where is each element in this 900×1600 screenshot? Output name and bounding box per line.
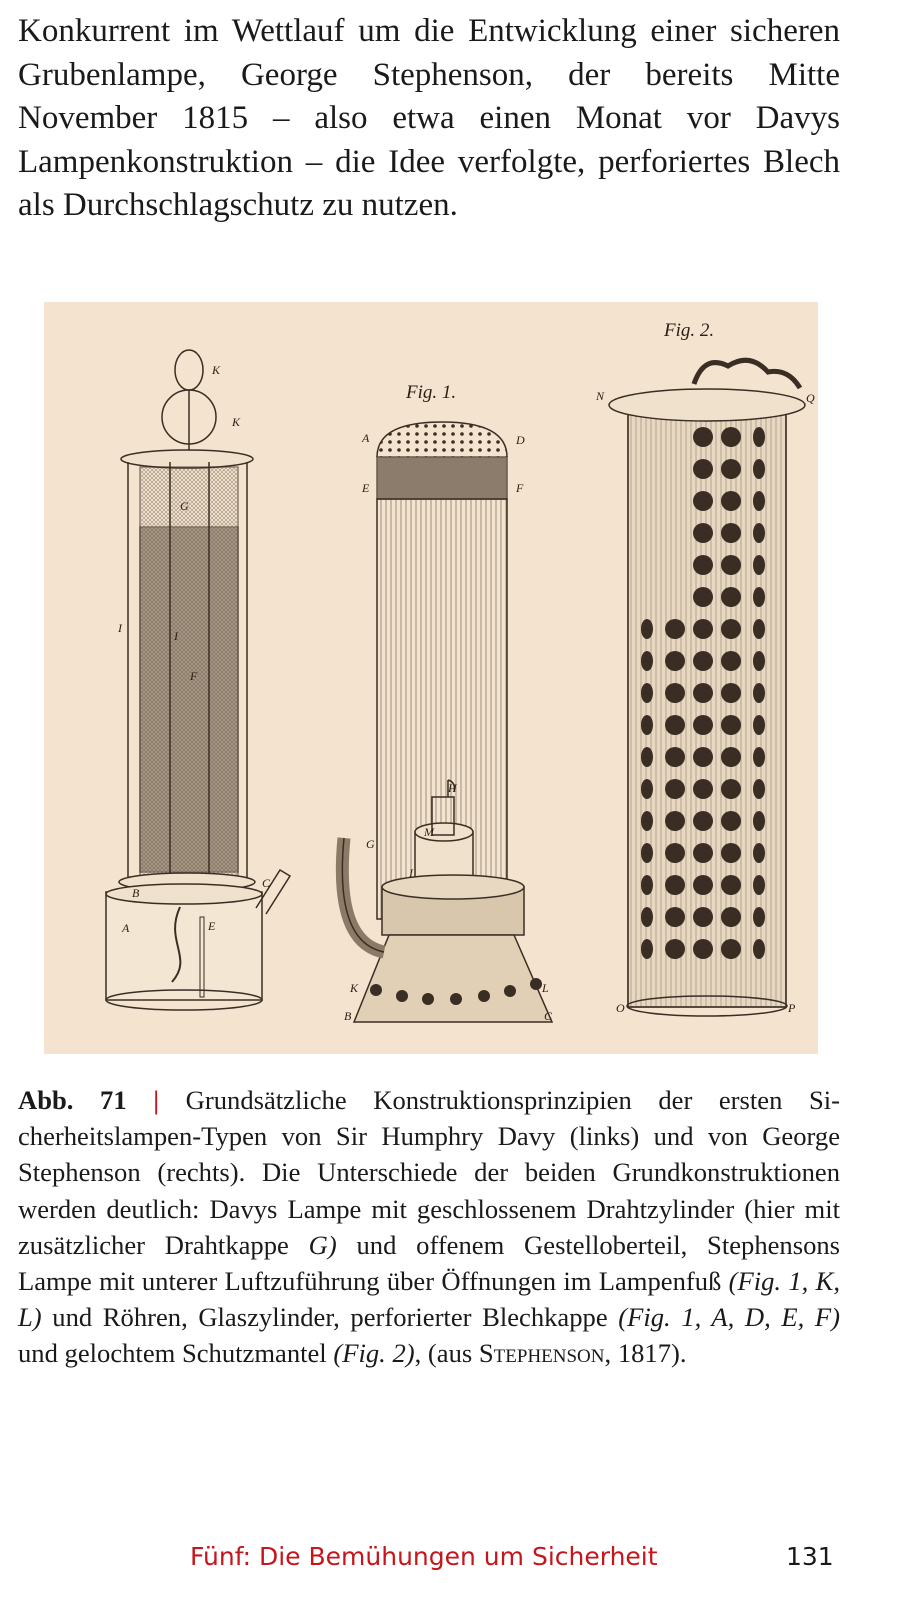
perforation-hole (641, 619, 653, 639)
caption-ref: G) (308, 1229, 337, 1260)
letter-E: E (362, 481, 370, 495)
perforation-hole (665, 779, 685, 799)
perforation-hole (753, 747, 765, 767)
perforation-hole (721, 875, 741, 895)
caption-label: Abb. 71 (18, 1085, 127, 1115)
perforation-hole (693, 619, 713, 639)
letter-F: F (190, 669, 198, 683)
caption-ref: (Fig. 1, A, D, E, F) (618, 1302, 840, 1333)
perforation-hole (693, 587, 713, 607)
letter-I: I (118, 621, 122, 635)
caption-separator: | (153, 1085, 160, 1115)
letter-B: B (344, 1009, 352, 1023)
perforation-hole (721, 715, 741, 735)
letter-I: I (409, 866, 413, 880)
perforation-hole (753, 651, 765, 671)
perforation-hole (693, 715, 713, 735)
letter-M: M (424, 825, 434, 839)
perforation-hole (641, 779, 653, 799)
perforation-hole (641, 875, 653, 895)
letter-A: A (362, 431, 370, 445)
perforation-hole (665, 875, 685, 895)
perforation-hole (693, 843, 713, 863)
caption-author: Stephenson (478, 1338, 605, 1369)
letter-A: A (122, 921, 130, 935)
perforation-hole (693, 747, 713, 767)
caption-text: Grundsätzliche Konstruktionsprinzipien der ersten Sicherheitslampen-Typen von Sir Humphry Davy (links) und von George Stephenson (rechts). Die Unterschiede der beiden Grundkonstruktionen werden deutlich: Davys Lampe mit geschlossenem Drahtzylinder (hier mit zusätzlicher Drahtkappe (18, 1085, 840, 1260)
perforation-hole (641, 683, 653, 703)
perforation-hole (641, 747, 653, 767)
fig2-label: Fig. 2. (664, 320, 715, 341)
perforation-hole (753, 491, 765, 511)
caption-text: und offenem Gestelloberteil, Stephensons Lampe mit unterer Luftzuführung über Öffnungen im Lampenfuß (18, 1229, 841, 1297)
perforation-hole (721, 683, 741, 703)
letter-F: F (516, 481, 524, 495)
perforation-hole (693, 427, 713, 447)
caption-text: und gelochtem Schutzmantel (18, 1338, 327, 1369)
stephenson-lamp-fig1 (342, 422, 552, 1022)
perforation-hole (753, 907, 765, 927)
perforation-hole (641, 843, 653, 863)
letter-B: B (132, 886, 140, 900)
perforation-hole (693, 651, 713, 671)
perforation-hole (753, 523, 765, 543)
perforation-hole (753, 427, 765, 447)
perforation-hole (753, 587, 765, 607)
perforation-hole (721, 779, 741, 799)
perforation-hole (753, 939, 765, 959)
perforation-hole (753, 875, 765, 895)
perforation-hole (665, 619, 685, 639)
caption-ref: (Fig. 2) (333, 1338, 415, 1369)
lamp-engraving (44, 302, 818, 1054)
letter-K: K (232, 415, 241, 429)
letter-D: D (516, 433, 525, 447)
caption-text: und Röhren, Glaszylinder, perforierter Blechkappe (52, 1302, 608, 1333)
perforation-hole (721, 555, 741, 575)
perforation-hole (753, 555, 765, 575)
perforation-hole (721, 811, 741, 831)
stephenson-lamp-fig2 (609, 360, 805, 1016)
chapter-title: Fünf: Die Bemühungen um Sicherheit (190, 1542, 658, 1571)
perforation-hole (721, 939, 741, 959)
perforation-hole (693, 491, 713, 511)
perforation-hole (693, 459, 713, 479)
perforation-hole (721, 619, 741, 639)
perforation-hole (641, 939, 653, 959)
perforation-hole (721, 459, 741, 479)
perforation-hole (721, 907, 741, 927)
caption-ref: (Fig. 1, K, L) (18, 1266, 840, 1333)
letter-H: H (448, 781, 457, 795)
letter-K: K (350, 981, 359, 995)
letter-P: P (788, 1001, 796, 1015)
letter-C: C (544, 1009, 553, 1023)
perforation-hole (721, 491, 741, 511)
letter-C: C (262, 876, 271, 890)
letter-I: I (174, 629, 178, 643)
perforation-hole (753, 843, 765, 863)
body-paragraph: Konkurrent im Wettlauf um die Entwicklung einer sicheren Grubenlampe, George Stephenson, der bereits Mitte November 1815 – also etwa einen Monat vor Davys Lampenkonstruktion – die Idee verfolgte, perforiertes Blech als Durchschlagschutz zu nutzen. (18, 13, 840, 223)
perforation-hole (641, 907, 653, 927)
perforation-hole (665, 683, 685, 703)
letter-K: K (212, 363, 221, 377)
letter-G: G (180, 499, 189, 513)
perforation-hole (693, 939, 713, 959)
davy-lamp (106, 350, 290, 1010)
letter-O: O (616, 1001, 625, 1015)
perforation-hole (665, 811, 685, 831)
perforation-hole (693, 683, 713, 703)
perforation-hole (721, 523, 741, 543)
perforation-hole (693, 779, 713, 799)
fig1-label: Fig. 1. (406, 382, 457, 403)
letter-G: G (366, 837, 375, 851)
perforation-hole (721, 747, 741, 767)
figure-caption (18, 1082, 840, 1372)
perforation-hole (753, 619, 765, 639)
perforation-hole (665, 651, 685, 671)
perforation-hole (753, 715, 765, 735)
perforation-hole (753, 683, 765, 703)
perforation-hole (641, 811, 653, 831)
page-number: 131 (786, 1542, 834, 1571)
perforation-hole (665, 939, 685, 959)
perforation-hole (721, 651, 741, 671)
figure-safety-lamps (44, 302, 818, 1054)
letter-E: E (208, 919, 216, 933)
perforation-hole (665, 907, 685, 927)
perforation-hole (693, 875, 713, 895)
perforation-hole (721, 587, 741, 607)
perforation-hole (693, 523, 713, 543)
perforation-hole (641, 715, 653, 735)
perforation-hole (753, 459, 765, 479)
perforation-hole (693, 811, 713, 831)
letter-N: N (596, 389, 605, 403)
perforation-hole (753, 779, 765, 799)
perforation-hole (693, 555, 713, 575)
perforation-hole (693, 907, 713, 927)
perforation-hole (665, 747, 685, 767)
perforation-hole (665, 843, 685, 863)
perforation-hole (665, 715, 685, 735)
letter-L: L (542, 981, 549, 995)
perforation-hole (641, 651, 653, 671)
caption-text: , 1817). (604, 1338, 687, 1369)
perforation-hole (721, 427, 741, 447)
perforation-hole (753, 811, 765, 831)
caption-text: , (aus (414, 1338, 473, 1369)
letter-Q: Q (806, 391, 815, 405)
perforation-hole (721, 843, 741, 863)
